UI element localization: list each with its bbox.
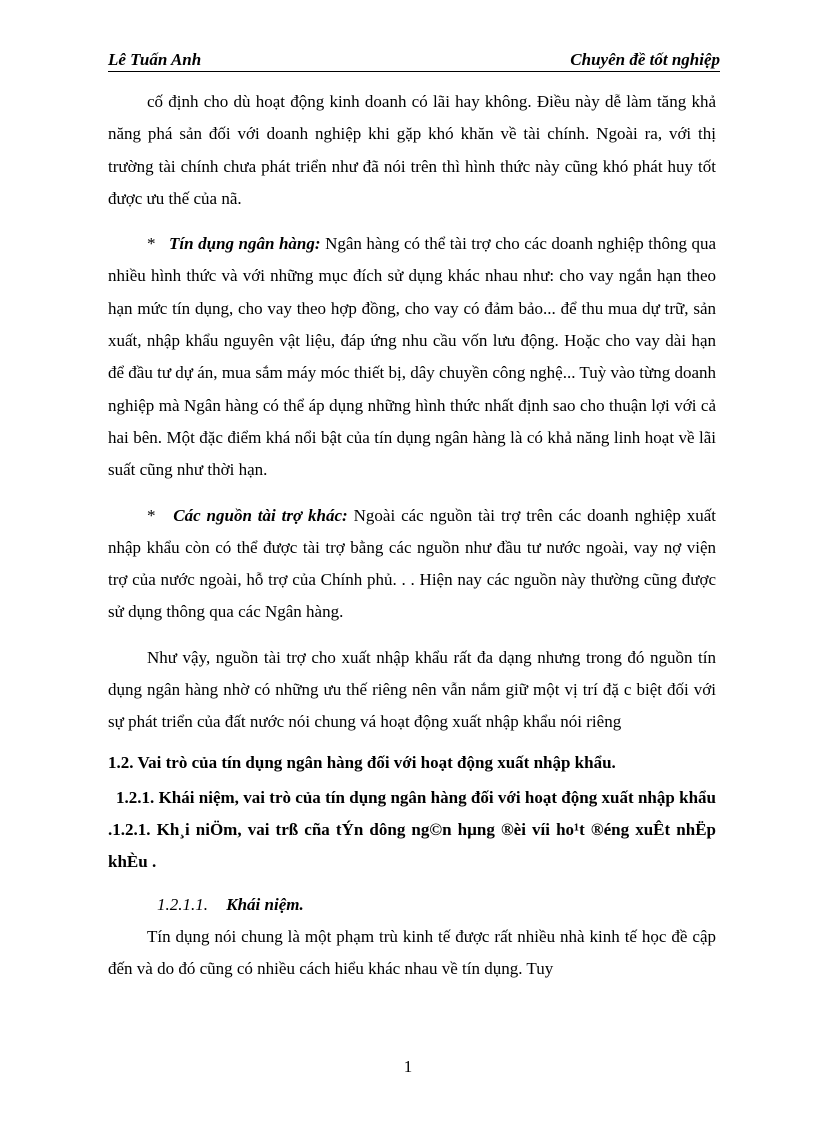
bullet-marker: * — [147, 505, 156, 525]
bank-credit-text: Ngân hàng có thể tài trợ cho các doanh nghiệp thông qua nhiều hình thức và với những mục đích sử dụng khác nhau như: cho vay ngắn hạn theo hạn mức tín dụng, cho vay theo hợp đồng, cho vay có đảm bảo... để thu mua dự trữ, sản xuất, nhập khẩu nguyên vật liệu, đáp ứng nhu cầu vốn lưu động. Hoặc cho vay dài hạn để đầu tư dự án, mua sắm máy móc thiết bị, dây chuyền công nghệ... Tuỳ vào từng doanh nghiệp mà Ngân hàng có thể áp dụng những hình thức nhất định sao cho thuận lợi với cả hai bên. Một đặc điểm khá nổi bật của tín dụng ngân hàng là có khả năng linh hoạt về lãi suất cũng như thời hạn. — [108, 234, 717, 480]
section-heading-1-2-1-1 — [108, 889, 716, 921]
header-document-type: Chuyên đề tốt nghiệp — [570, 50, 720, 69]
page-number: 1 — [403, 1057, 413, 1076]
bullet-marker: * — [147, 234, 156, 254]
heading-number: 1.2.1.1. — [157, 894, 208, 914]
heading-title: Khái niệm. — [226, 894, 304, 914]
page-body — [108, 86, 716, 985]
paragraph-bank-credit — [108, 228, 716, 486]
header-divider — [108, 71, 720, 72]
section-heading-1-2-1: 1.2.1. Khái niệm, vai trò của tín dụng ngân hàng đối với hoạt động xuất nhập khẩu .1.2.1. Kh¸i niÖm, vai trß cña tÝn dông ng©n hµng ®èi víi ho¹t ®éng xuÊt nhËp khÈu . — [108, 787, 716, 872]
paragraph-other-sources — [108, 500, 716, 629]
paragraph-continuation: cố định cho dù hoạt động kinh doanh có lãi hay không. Điều này dễ làm tăng khả năng phá sản đối với doanh nghiệp khi gặp khó khăn về tài chính. Ngoài ra, với thị trường tài chính chưa phát triển như đã nói trên thì hình thức này cũng khó phát huy tốt được ưu thế của nã. — [108, 92, 716, 208]
other-sources-text: Ngoài các nguồn tài trợ trên các doanh nghiệp xuất nhập khẩu còn có thể được tài trợ bằng các nguồn như đầu tư nước ngoài, vay nợ viện trợ của nước ngoài, hỗ trợ của Chính phủ. . . Hiện nay các nguồn này thường cũng được sử dụng thông qua các Ngân hàng. — [108, 505, 717, 622]
page-header — [108, 50, 720, 72]
other-sources-title: Các nguồn tài trợ khác: — [173, 505, 348, 525]
header-author: Lê Tuấn Anh — [108, 50, 202, 69]
section-heading-1-2: 1.2. Vai trò của tín dụng ngân hàng đối với hoạt động xuất nhập khẩu. — [108, 752, 616, 772]
paragraph-conclusion: Như vậy, nguồn tài trợ cho xuất nhập khẩu rất đa dạng nhưng trong đó nguồn tín dụng ngân hàng nhờ có những ưu thế riêng nên vẫn nắm giữ một vị trí đặ c biệt đối với sự phát triển của đất nước nói chung vá hoạt động xuất nhập khẩu nói riêng — [108, 647, 716, 732]
paragraph-definition: Tín dụng nói chung là một phạm trù kinh tế được rất nhiều nhà kinh tế học đề cập đến và do đó cũng có nhiều cách hiểu khác nhau về tín dụng. Tuy — [108, 926, 716, 978]
bank-credit-title: Tín dụng ngân hàng: — [169, 234, 321, 254]
